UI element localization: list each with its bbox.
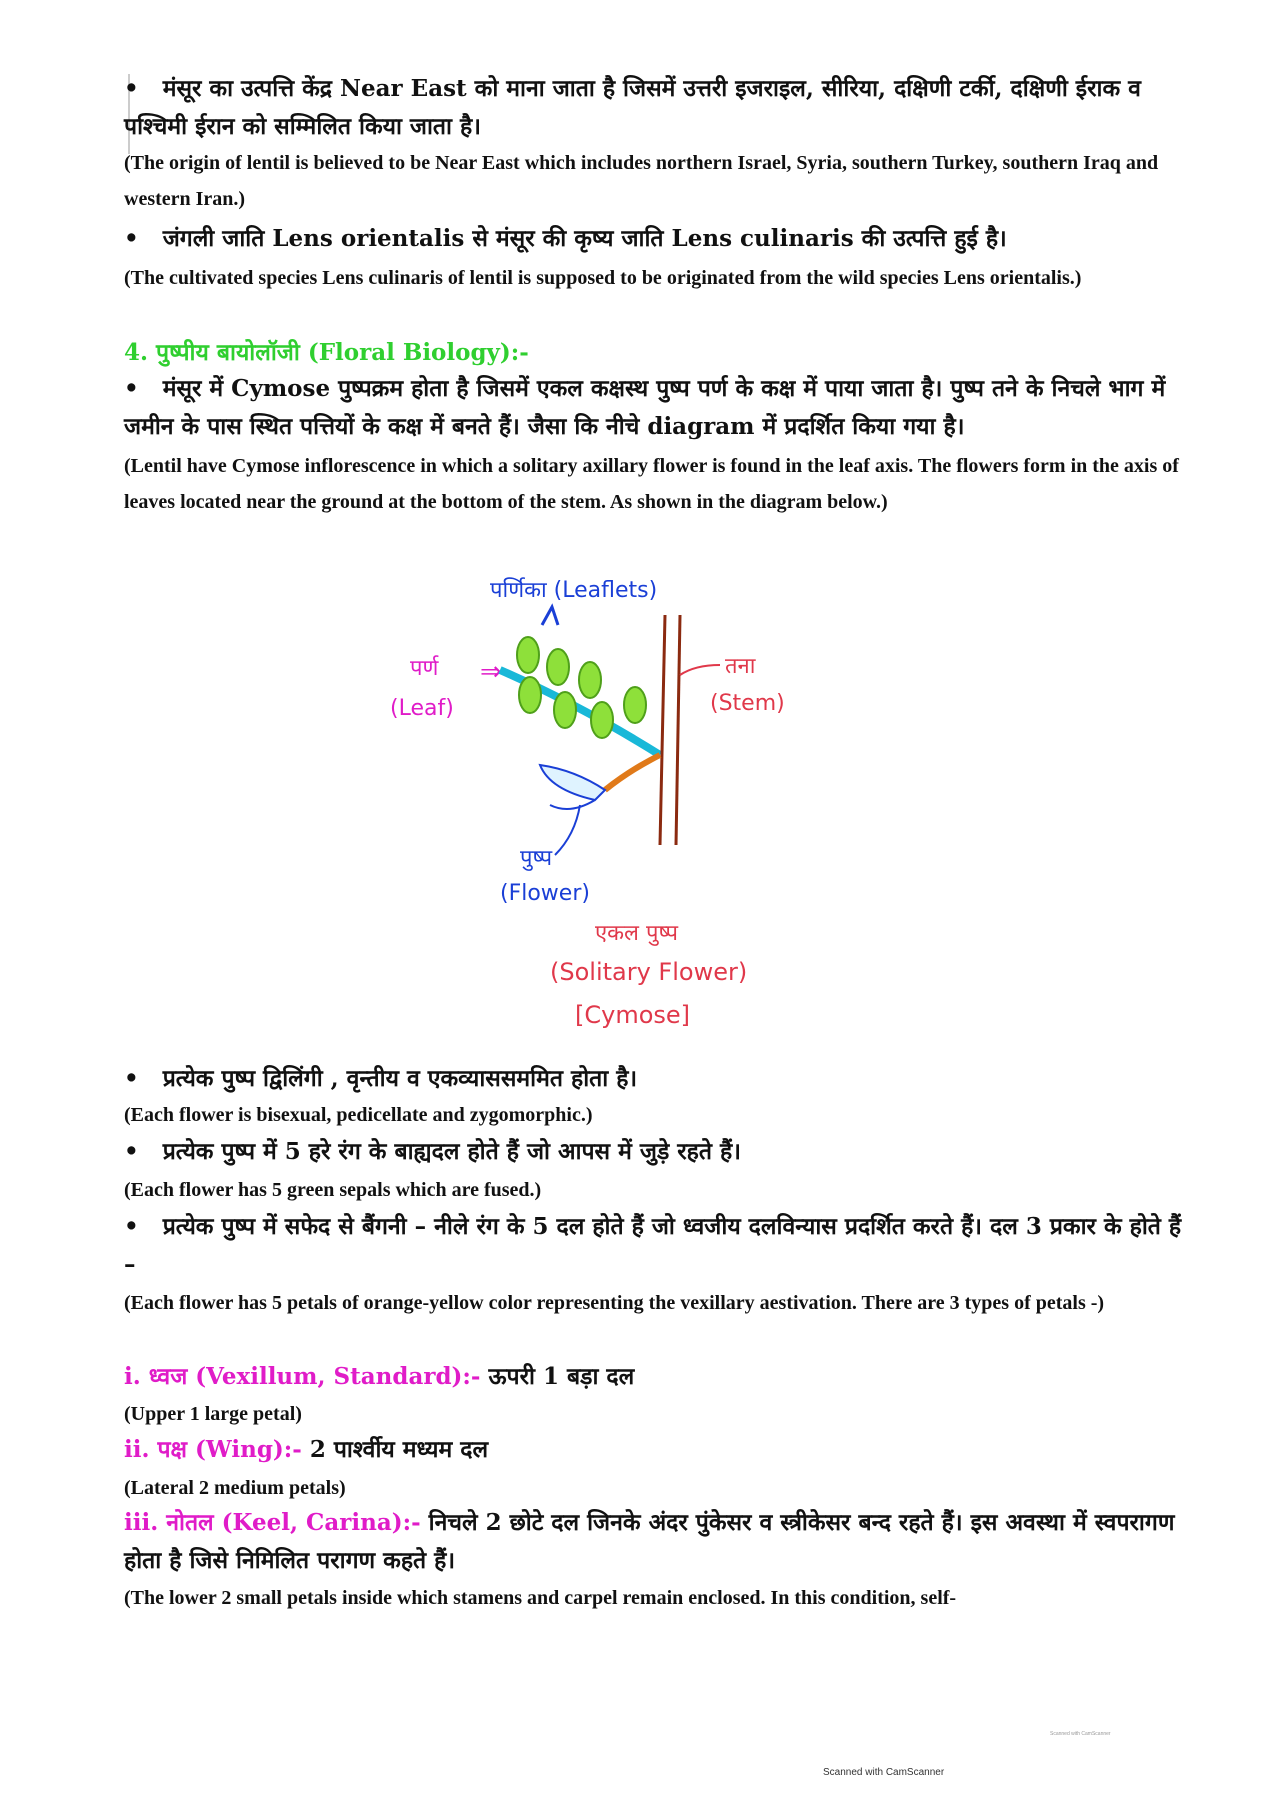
item-keel	[124, 1504, 1194, 1580]
stem-pointer	[680, 665, 720, 675]
bullet-origin-hindi: • मंसूर का उत्पत्ति केंद्र Near East को माना जाता है जिसमें उत्तरी इजराइल, सीरिया, दक्षिणी टर्की, दक्षिणी ईराक व पश्चिमी ईरान को सम्मिलित किया जाता है।	[124, 70, 1194, 146]
origin-english: (The origin of lentil is believed to be Near East which includes northern Israel, Syria, southern Turkey, southern Iraq and western Iran.)	[124, 152, 1159, 210]
vexillum-english: (Upper 1 large petal)	[124, 1403, 302, 1425]
leaflet	[591, 702, 613, 738]
keel-label: iii. नोतल (Keel, Carina):-	[124, 1509, 421, 1536]
leaflet	[579, 662, 601, 698]
wing-desc: 2 पार्श्वीय मध्यम दल	[309, 1436, 489, 1463]
leaflets	[517, 637, 646, 738]
bullet-bisexual-hindi: • प्रत्येक पुष्प द्विलिंगी , वृन्तीय व एकव्याससममित होता है।	[124, 1060, 1194, 1098]
leaf-arrow: ⇒	[480, 657, 502, 687]
flower-pointer	[555, 805, 580, 855]
bullet-species-hindi: • जंगली जाति Lens orientalis से मंसूर की कृष्य जाति Lens culinaris की उत्पत्ति हुई है।	[124, 220, 1194, 258]
bullet-sepals-hindi: • प्रत्येक पुष्प में 5 हरे रंग के बाह्यदल होते हैं जो आपस में जुड़े रहते हैं।	[124, 1133, 1194, 1171]
scanner-watermark-small: Scanned with CamScanner	[1050, 1731, 1111, 1737]
petals-english: (Each flower has 5 petals of orange-yellow color representing the vexillary aestivation. There are 3 types of petals -)	[124, 1292, 1105, 1314]
leaflets-pointer	[542, 607, 558, 625]
svg-text:पर्ण: पर्ण	[410, 656, 439, 681]
stem-line	[676, 615, 680, 845]
section-heading: 4. पुष्पीय बायोलॉजी (Floral Biology):-	[124, 339, 529, 366]
svg-text:(Solitary Flower): (Solitary Flower)	[550, 958, 748, 986]
svg-text:पुष्प: पुष्प	[520, 846, 553, 871]
leaflet	[624, 687, 646, 723]
bullet-petals-hindi: • प्रत्येक पुष्प में सफेद से बैंगनी – नीले रंग के 5 दल होते हैं जो ध्वजीय दलविन्यास प्रदर्शित करते हैं। दल 3 प्रकार के होते हैं –	[124, 1208, 1194, 1284]
keel-english: (The lower 2 small petals inside which stamens and carpel remain enclosed. In this condition, self-	[124, 1587, 957, 1609]
flower-label	[500, 846, 590, 906]
sepals-english: (Each flower has 5 green sepals which are fused.)	[124, 1179, 542, 1201]
leaflet	[519, 677, 541, 713]
flower-shape	[540, 765, 605, 800]
svg-text:(Flower): (Flower)	[500, 881, 590, 906]
bullet-inflorescence-hindi: • मंसूर में Cymose पुष्पक्रम होता है जिसमें एकल कक्षस्थ पुष्प पर्ण के कक्ष में पाया जाता है। पुष्प तने के निचले भाग में जमीन के पास स्थित पत्तियों के कक्ष में बनते हैं। जैसा कि नीचे diagram में प्रदर्शित किया गया है।	[124, 370, 1194, 446]
wing-english: (Lateral 2 medium petals)	[124, 1477, 346, 1499]
vexillum-desc: ऊपरी 1 बड़ा दल	[488, 1363, 635, 1390]
svg-text:पर्णिका (Leaflets): पर्णिका (Leaflets)	[490, 578, 658, 603]
leaflets-label	[490, 577, 657, 603]
pedicel	[605, 755, 660, 790]
item-wing	[124, 1431, 1194, 1469]
svg-text:[Cymose]: [Cymose]	[575, 1001, 691, 1029]
floral-diagram	[380, 555, 900, 1055]
wing-label: ii. पक्ष (Wing):-	[124, 1436, 302, 1463]
scanner-watermark: Scanned with CamScanner	[823, 1767, 945, 1778]
leaflet	[554, 692, 576, 728]
species-english: (The cultivated species Lens culinaris of lentil is supposed to be originated from the wild species Lens orientalis.)	[124, 267, 1082, 289]
inflorescence-english: (Lentil have Cymose inflorescence in which a solitary axillary flower is found in the leaf axis. The flowers form in the axis of leaves located near the ground at the bottom of the stem. As shown in the diagram below.)	[124, 455, 1179, 513]
svg-text:(Stem): (Stem)	[710, 691, 785, 716]
item-vexillum	[124, 1358, 1194, 1396]
svg-text:(Leaf): (Leaf)	[390, 696, 454, 721]
leaf-label	[390, 655, 454, 721]
bisexual-english: (Each flower is bisexual, pedicellate and zygomorphic.)	[124, 1104, 593, 1126]
svg-text:तना: तना	[725, 654, 756, 679]
svg-text:एकल पुष्प: एकल पुष्प	[595, 921, 679, 946]
flower-keel	[550, 800, 595, 809]
stem-label	[710, 654, 785, 716]
stem-line	[660, 615, 665, 845]
solitary-flower-label	[550, 921, 747, 1029]
keel-desc: निचले 2 छोटे दल जिनके अंदर पुंकेसर व स्त्रीकेसर बन्द रहते हैं। इस अवस्था में स्वपरागण होता है जिसे निमिलित परागण कहते हैं।	[124, 1509, 1175, 1574]
leaflet	[517, 637, 539, 673]
leaflet	[547, 649, 569, 685]
vexillum-label: i. ध्वज (Vexillum, Standard):-	[124, 1363, 481, 1390]
